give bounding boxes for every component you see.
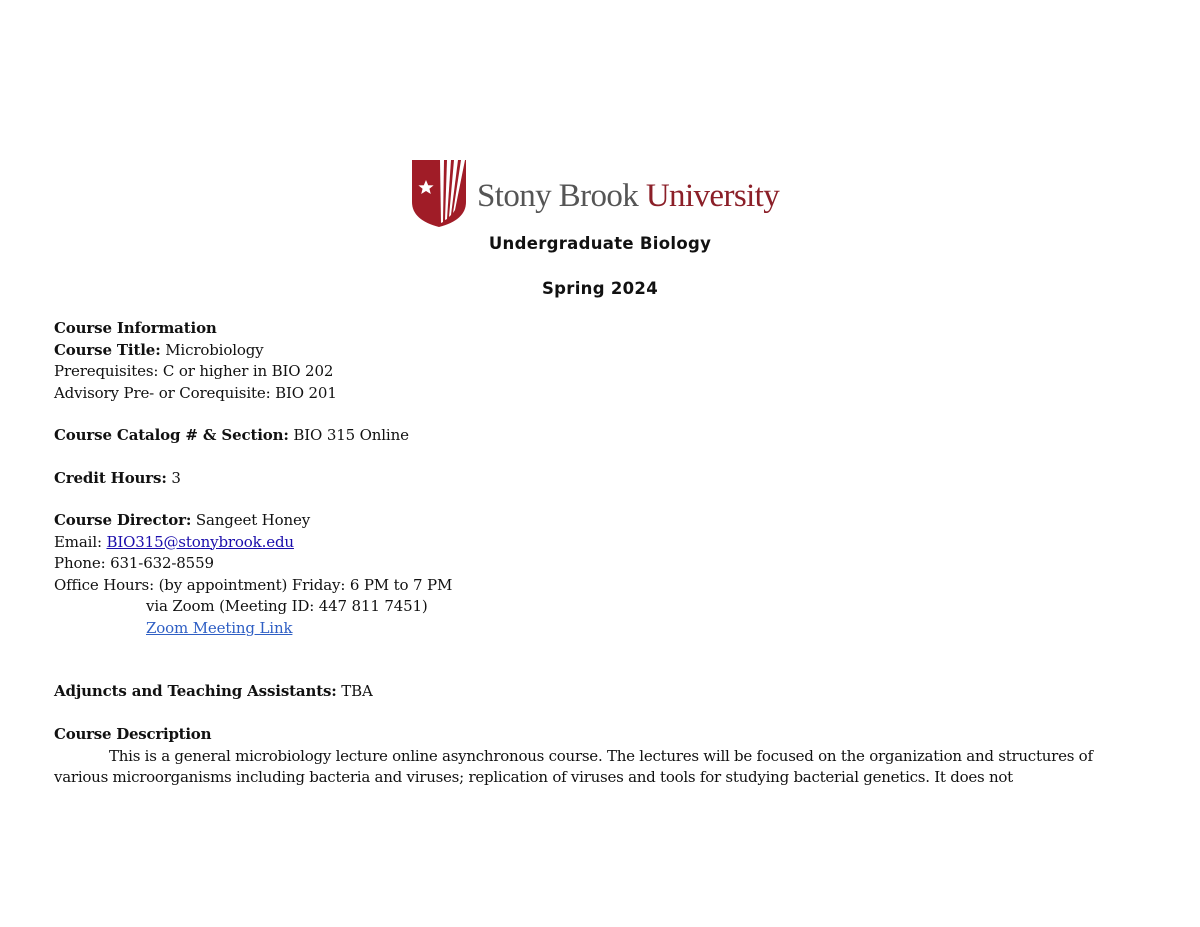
email-line (54, 532, 452, 554)
adjuncts-line (54, 681, 373, 703)
term-heading: Spring 2024 (541, 279, 658, 298)
zoom-link-line (54, 618, 452, 640)
university-logo (410, 158, 779, 228)
credit-line (54, 468, 181, 490)
adjuncts-value: TBA (336, 682, 373, 700)
description-heading: Course Description (54, 725, 212, 743)
adjuncts-label: Adjuncts and Teaching Assistants: (54, 682, 337, 700)
email-label: Email: (54, 532, 107, 551)
credit-label: Credit Hours: (54, 469, 167, 487)
phone-line: Phone: 631-632-8559 (54, 554, 214, 572)
description-line-2: various microorganisms including bacteria and viruses; replication of viruses and tools for studying bacterial genetics. It does not (54, 768, 1013, 786)
zoom-info-line: via Zoom (Meeting ID: 447 811 7451) (146, 597, 428, 615)
office-hours-line: Office Hours: (by appointment) Friday: 6 PM to 7 PM (54, 575, 453, 594)
shield-star-logo-icon (410, 158, 468, 228)
catalog-line (54, 425, 409, 447)
course-title-label: Course Title: (54, 340, 161, 359)
course-description (54, 724, 1154, 789)
course-info-block (54, 318, 337, 404)
zoom-meeting-link[interactable]: Zoom Meeting Link (146, 618, 293, 637)
logo-wordmark (477, 177, 780, 214)
page-title: Undergraduate Biology (488, 234, 712, 253)
credit-value: 3 (166, 469, 181, 487)
advisory-line: Advisory Pre- or Corequisite: BIO 201 (54, 383, 337, 402)
email-link[interactable]: BIO315@stonybrook.edu (106, 532, 294, 551)
director-label: Course Director: (54, 511, 192, 529)
logo-text-stony-brook: Stony Brook (477, 177, 639, 214)
course-info-heading: Course Information (54, 319, 217, 337)
catalog-value: BIO 315 Online (288, 426, 409, 444)
logo-text-university: University (645, 177, 780, 214)
director-block (54, 510, 452, 639)
catalog-label: Course Catalog # & Section: (54, 426, 289, 444)
course-title-value: Microbiology (160, 340, 264, 359)
prerequisites-line: Prerequisites: C or higher in BIO 202 (54, 362, 334, 380)
description-line-1: This is a general microbiology lecture online asynchronous course. The lectures will be focused on the organization and structures of (109, 746, 1093, 765)
director-value: Sangeet Honey (191, 511, 311, 529)
director-line (54, 510, 452, 532)
course-title-line (54, 340, 337, 362)
